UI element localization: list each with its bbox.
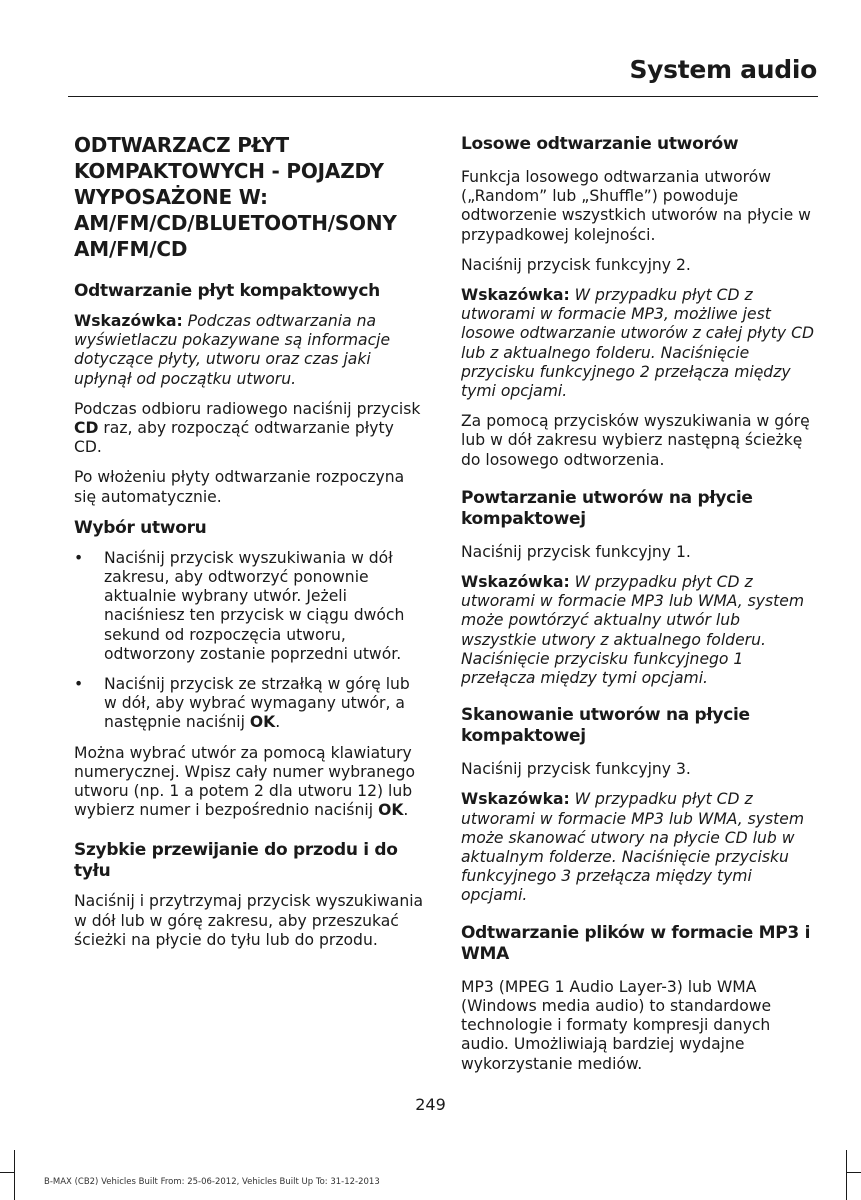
paragraph: MP3 (MPEG 1 Audio Layer-3) lub WMA (Windows media audio) to standardowe technologie i formaty kompresji danych audio. Umożliwiają bardziej wydajne wykorzystanie mediów. [461,977,772,1073]
paragraph [74,744,426,821]
text: raz, aby rozpocząć odtwarzanie płyty CD. [74,419,394,457]
page-header-title: System audio [629,55,817,84]
crop-mark [846,1150,847,1200]
text: . [403,801,409,820]
note-label: Wskazówka: [74,312,183,330]
note-paragraph [461,286,817,401]
bullet-text: Naciśnij przycisk ze strzałką w górę lub w dół, aby wybrać wymagany utwór, a następnie naciśnij [104,675,410,732]
crop-mark [0,1172,14,1173]
paragraph: Naciśnij przycisk funkcyjny 2. [461,255,691,274]
crop-mark [847,1172,861,1173]
paragraph: Funkcja losowego odtwarzania utworów („Random” lub „Shuffle”) powoduje odtworzenie wszystkich utworów na płycie w przypadkowej kolejności. [461,168,811,244]
footer-vehicle-info: B-MAX (CB2) Vehicles Built From: 25-06-2012, Vehicles Built Up To: 31-12-2013 [44,1177,380,1187]
note-label: Wskazówka: [461,573,570,592]
bullet-marker: • [74,675,84,694]
paragraph: Naciśnij przycisk funkcyjny 1. [461,542,691,561]
bullet-item [74,549,426,664]
paragraph: Za pomocą przycisków wyszukiwania w górę lub w dół zakresu wybierz następną ścieżkę do losowego odtworzenia. [461,412,810,469]
left-column [74,132,426,961]
note-paragraph [461,790,817,905]
text: Podczas odbioru radiowego naciśnij przycisk [74,399,421,418]
subheading-cd-playback: Odtwarzanie płyt kompaktowych [74,281,380,301]
page-number: 249 [415,1095,446,1114]
subheading-track-selection: Wybór utworu [74,517,207,538]
note-label: Wskazówka: [461,790,570,809]
subheading-fast-forward: Szybkie przewijanie do przodu i do tyłu [74,840,398,882]
subheading-scan: Skanowanie utworów na płycie kompaktowej [461,705,750,747]
note-label: Wskazówka: [461,286,570,305]
text: . [275,713,281,732]
note-text: W przypadku płyt CD z utworami w formacie MP3 lub WMA, system może skanować utwory na płycie CD lub w aktualnym folderze. Naciśnięcie przycisku funkcyjnego 3 przełącza między tymi opcjami. [461,790,805,905]
note-text: W przypadku płyt CD z utworami w formacie MP3, możliwe jest losowe odtwarzanie utworów z całej płyty CD lub z aktualnego folderu. Naciśnięcie przycisku funkcyjnego 2 przełącza między tymi opcjami. [461,286,815,401]
section-heading: ODTWARZACZ PŁYT KOMPAKTOWYCH - POJAZDY WYPOSAŻONE W: AM/FM/CD/BLUETOOTH/SONY AM/FM/CD [74,133,397,261]
note-text: W przypadku płyt CD z utworami w formacie MP3 lub WMA, system może powtórzyć aktualny utwór lub wszystkie utwory z aktualnego folderu. Naciśnięcie przycisku funkcyjnego 1 przełącza między tymi opcjami. [461,573,805,688]
subheading-random-play: Losowe odtwarzanie utworów [461,134,739,154]
paragraph: Naciśnij i przytrzymaj przycisk wyszukiwania w dół lub w górę zakresu, aby przeszukać ścieżki na płycie do tyłu lub do przodu. [74,892,424,949]
bullet-text: Naciśnij przycisk wyszukiwania w dół zakresu, aby odtworzyć ponownie aktualnie wybrany utwór. Jeżeli naciśniesz ten przycisk w ciągu dwóch sekund od rozpoczęcia utworu, odtworzony zostanie poprzedni utwór. [104,548,405,663]
crop-mark [14,1150,15,1200]
right-column [461,134,817,1085]
note-paragraph [461,573,817,688]
ok-key-label: OK [249,713,276,732]
note-paragraph [74,312,426,389]
paragraph: Po włożeniu płyty odtwarzanie rozpoczyna się automatycznie. [74,468,405,506]
cd-key-label: CD [74,419,99,438]
subheading-mp3-wma: Odtwarzanie plików w formacie MP3 i WMA [461,922,811,964]
paragraph: Naciśnij przycisk funkcyjny 3. [461,760,691,779]
note-text: Podczas odtwarzania na wyświetlaczu pokazywane są informacje dotyczące płyty, utworu oraz czas jaki upłynął od początku utworu. [74,312,391,388]
ok-key-label: OK [378,801,404,820]
paragraph [74,400,426,458]
bullet-marker: • [74,548,84,567]
subheading-repeat: Powtarzanie utworów na płycie kompaktowej [461,487,753,529]
text: Można wybrać utwór za pomocą klawiatury numerycznej. Wpisz cały numer wybranego utworu (np. 1 a potem 2 dla utworu 12) lub wybierz numer i bezpośrednio naciśnij [74,743,416,820]
header-rule [68,96,818,97]
bullet-item [74,675,426,733]
